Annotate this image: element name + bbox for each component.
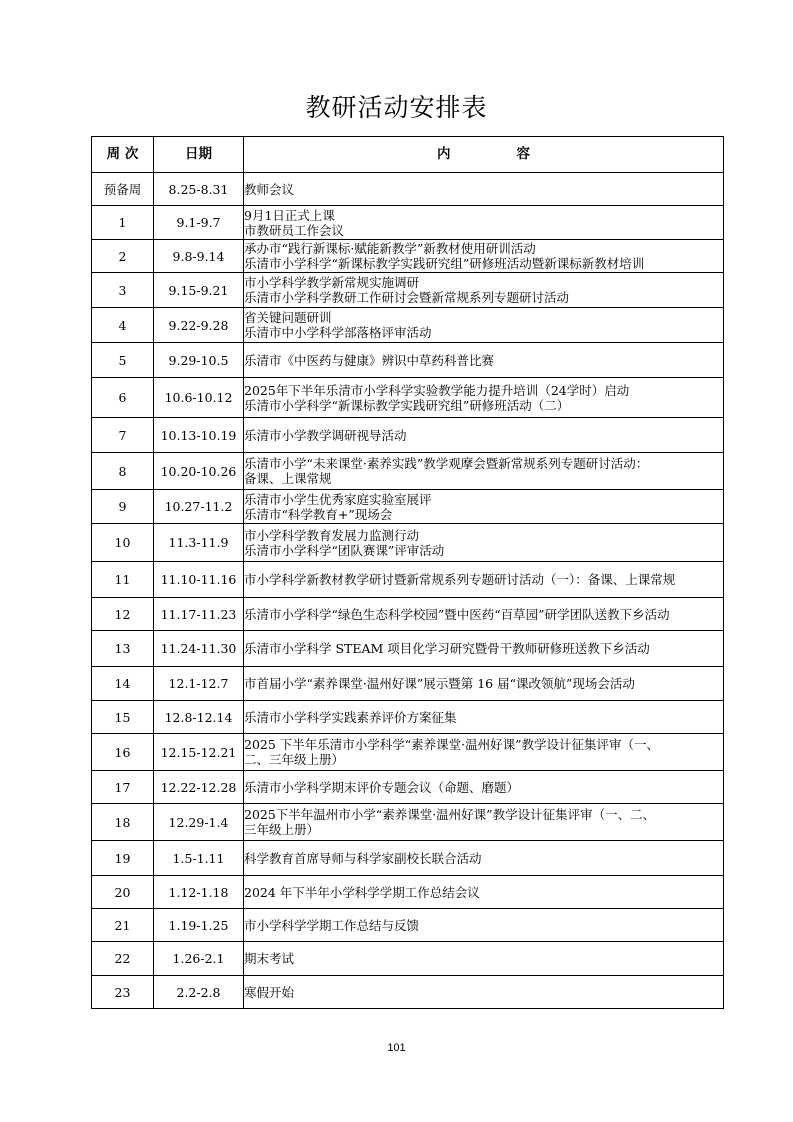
content-cell: [244, 273, 724, 308]
date-cell: 1.26-2.1: [154, 942, 244, 976]
table-row: [92, 343, 724, 378]
date-cell: 11.24-11.30: [154, 631, 244, 667]
content-cell: [244, 524, 724, 562]
table-row: [92, 308, 724, 343]
week-cell: 4: [92, 308, 154, 343]
header-content: 内 容: [244, 137, 724, 173]
content-line: 乐清市小学生优秀家庭实验室展评: [244, 491, 432, 507]
content-cell: [244, 734, 724, 771]
content-cell: [244, 701, 724, 734]
date-cell: 1.5-1.11: [154, 841, 244, 876]
content-line: 备课、上课常规: [244, 471, 332, 486]
week-cell: 3: [92, 273, 154, 308]
week-cell: 11: [92, 562, 154, 598]
content-line: 2024 年下半年小学科学学期工作总结会议: [244, 884, 480, 900]
week-cell: 10: [92, 524, 154, 562]
date-cell: 9.15-9.21: [154, 273, 244, 308]
week-cell: 14: [92, 667, 154, 701]
date-cell: 10.20-10.26: [154, 453, 244, 490]
content-line: 省关键问题研训: [244, 310, 332, 325]
content-line: 乐清市“科学教育+”现场会: [244, 506, 393, 522]
content-line: 乐清市小学科学教研工作研讨会暨新常规系列专题研讨活动: [244, 290, 570, 305]
content-cell: [244, 343, 724, 378]
content-line: 三年级上册）: [244, 822, 320, 837]
content-cell: [244, 418, 724, 453]
content-line: 乐清市小学教学调研视导活动: [244, 427, 407, 443]
date-cell: 9.29-10.5: [154, 343, 244, 378]
date-cell: 8.25-8.31: [154, 173, 244, 206]
content-line: 乐清市小学科学期末评价专题会议（命题、磨题）: [244, 779, 520, 795]
content-cell: [244, 667, 724, 701]
week-cell: 2: [92, 240, 154, 273]
table-row: [92, 976, 724, 1009]
week-cell: 16: [92, 734, 154, 771]
content-cell: [244, 771, 724, 804]
week-cell: 5: [92, 343, 154, 378]
header-date: 日期: [154, 137, 244, 173]
content-cell: [244, 841, 724, 876]
table-row: [92, 490, 724, 524]
content-cell: [244, 598, 724, 631]
content-cell: [244, 631, 724, 667]
week-cell: 12: [92, 598, 154, 631]
date-cell: 12.1-12.7: [154, 667, 244, 701]
date-cell: 10.13-10.19: [154, 418, 244, 453]
content-line: 乐清市小学科学“团队赛课”评审活动: [244, 542, 445, 558]
week-cell: 19: [92, 841, 154, 876]
date-cell: 12.22-12.28: [154, 771, 244, 804]
content-line: 乐清市小学科学“新课标教学实践研究组”研修班活动（二）: [244, 397, 570, 413]
content-line: 期末考试: [244, 951, 295, 966]
table-row: [92, 378, 724, 418]
week-cell: 6: [92, 378, 154, 418]
content-cell: [244, 804, 724, 841]
table-row: [92, 598, 724, 631]
content-cell: [244, 876, 724, 909]
content-line: 乐清市小学科学“新课标教学实践研究组”研修班活动暨新课标新教材培训: [244, 256, 645, 271]
date-cell: 11.10-11.16: [154, 562, 244, 598]
schedule-table: [91, 136, 724, 1009]
content-line: 承办市“践行新课标·赋能新教学”新教材使用研训活动: [244, 241, 536, 256]
content-line: 2025下半年温州市小学“素养课堂·温州好课”教学设计征集评审（一、二、: [244, 807, 656, 822]
content-cell: [244, 308, 724, 343]
table-row: [92, 273, 724, 308]
date-cell: 12.8-12.14: [154, 701, 244, 734]
page-number: 101: [387, 1042, 406, 1054]
content-cell: [244, 240, 724, 273]
week-cell: 20: [92, 876, 154, 909]
content-cell: [244, 490, 724, 524]
content-cell: [244, 453, 724, 490]
content-line: 寒假开始: [244, 984, 295, 1000]
content-line: 乐清市小学科学 STEAM 项目化学习研究暨骨干教师研修班送教下乡活动: [244, 641, 650, 656]
content-cell: [244, 562, 724, 598]
week-cell: 21: [92, 909, 154, 942]
header-week: 周 次: [92, 137, 154, 173]
date-cell: 9.22-9.28: [154, 308, 244, 343]
content-line: 市首届小学“素养课堂·温州好课”展示暨第 16 届“课改领航”现场会活动: [244, 676, 635, 691]
table-row: [92, 631, 724, 667]
date-cell: 9.8-9.14: [154, 240, 244, 273]
table-row: [92, 667, 724, 701]
table-row: [92, 240, 724, 273]
table-row: [92, 453, 724, 490]
week-cell: 9: [92, 490, 154, 524]
content-line: 科学教育首席导师与科学家副校长联合活动: [244, 850, 482, 866]
content-line: 乐清市中小学科学部落格评审活动: [244, 325, 432, 340]
week-cell: 18: [92, 804, 154, 841]
table-row: [92, 942, 724, 976]
date-cell: 9.1-9.7: [154, 206, 244, 240]
content-line: 市教研员工作会议: [244, 222, 345, 238]
content-line: 乐清市小学“未来课堂·素养实践”教学观摩会暨新常规系列专题研讨活动：: [244, 456, 649, 471]
week-cell: 15: [92, 701, 154, 734]
table-row: [92, 173, 724, 206]
table-row: [92, 876, 724, 909]
content-cell: [244, 909, 724, 942]
week-cell: 8: [92, 453, 154, 490]
date-cell: 11.17-11.23: [154, 598, 244, 631]
content-cell: [244, 206, 724, 240]
week-cell: 13: [92, 631, 154, 667]
week-cell: 7: [92, 418, 154, 453]
table-row: [92, 909, 724, 942]
content-cell: [244, 942, 724, 976]
date-cell: 12.15-12.21: [154, 734, 244, 771]
week-cell: 1: [92, 206, 154, 240]
week-cell: 23: [92, 976, 154, 1009]
week-cell: 预备周: [92, 173, 154, 206]
content-line: 9月1日正式上课: [244, 207, 335, 223]
content-line: 二、三年级上册）: [244, 752, 345, 767]
content-line: 乐清市小学科学实践素养评价方案征集: [244, 709, 457, 725]
page-title: 教研活动安排表: [305, 93, 488, 122]
table-row: [92, 841, 724, 876]
table-row: [92, 524, 724, 562]
content-line: 乐清市小学科学“绿色生态科学校园”暨中医药“百草园”研学团队送教下乡活动: [244, 606, 670, 622]
content-line: 教师会议: [244, 181, 295, 197]
table-row: [92, 562, 724, 598]
content-cell: [244, 173, 724, 206]
date-cell: 1.19-1.25: [154, 909, 244, 942]
content-line: 2025年下半年乐清市小学科学实验教学能力提升培训（24学时）启动: [244, 382, 630, 398]
table-body: [92, 173, 724, 1009]
date-cell: 1.12-1.18: [154, 876, 244, 909]
table-row: [92, 804, 724, 841]
date-cell: 10.6-10.12: [154, 378, 244, 418]
date-cell: 10.27-11.2: [154, 490, 244, 524]
content-line: 市小学科学教学新常规实施调研: [244, 275, 420, 290]
table-header-row: [92, 137, 724, 173]
date-cell: 12.29-1.4: [154, 804, 244, 841]
date-cell: 11.3-11.9: [154, 524, 244, 562]
content-line: 市小学科学新教材教学研讨暨新常规系列专题研讨活动（一）：备课、上课常规: [244, 572, 676, 587]
table-row: [92, 418, 724, 453]
table-row: [92, 734, 724, 771]
table-row: [92, 701, 724, 734]
table-row: [92, 206, 724, 240]
week-cell: 17: [92, 771, 154, 804]
content-line: 市小学科学教育发展力监测行动: [244, 527, 420, 543]
content-cell: [244, 378, 724, 418]
content-cell: [244, 976, 724, 1009]
content-line: 市小学科学学期工作总结与反馈: [244, 917, 420, 933]
table-row: [92, 771, 724, 804]
content-line: 乐清市《中医药与健康》辨识中草药科普比赛: [244, 352, 495, 368]
week-cell: 22: [92, 942, 154, 976]
date-cell: 2.2-2.8: [154, 976, 244, 1009]
content-line: 2025 下半年乐清市小学科学“素养课堂·温州好课”教学设计征集评审（一、: [244, 737, 660, 752]
